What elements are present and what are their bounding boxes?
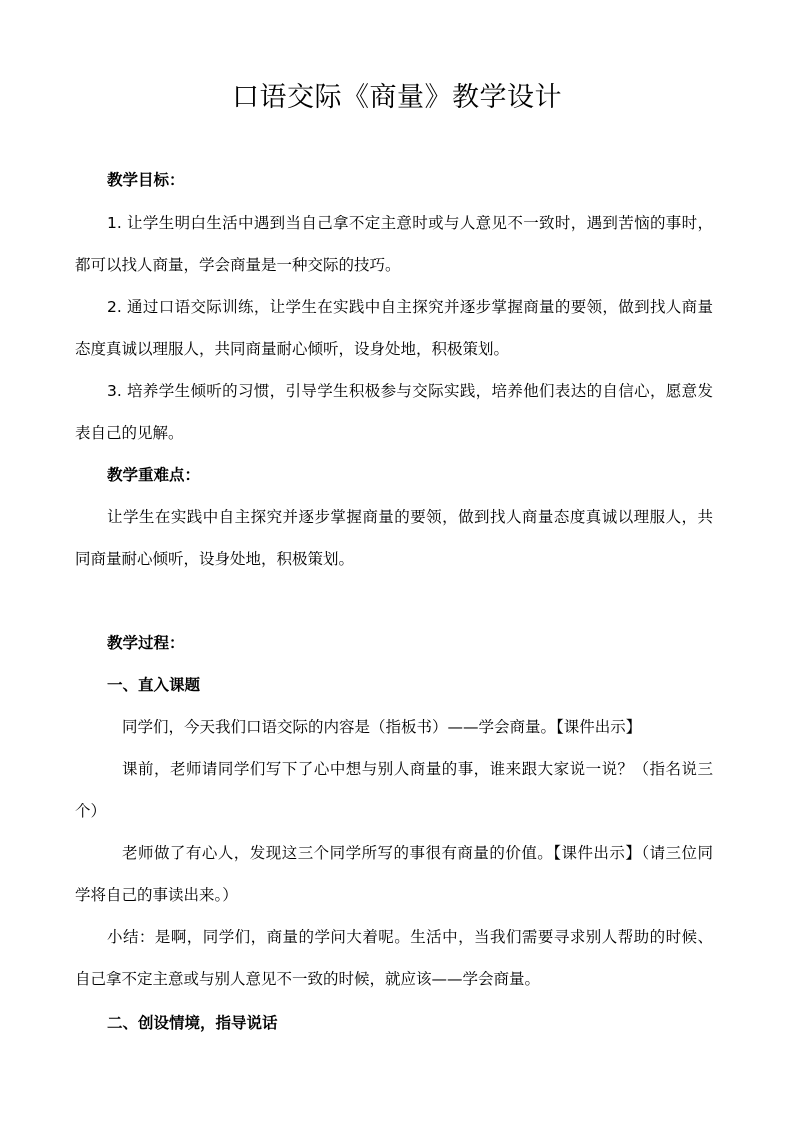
goal-2-line-1: 2. 通过口语交际训练，让学生在实践中自主探究并逐步掌握商量的要领，做到找人商量 [107,298,713,316]
section-1-para-1: 同学们，今天我们口语交际的内容是（指板书）——学会商量。【课件出示】 [122,718,642,736]
section-1-para-2-line-1: 课前，老师请同学们写下了心中想与别人商量的事，谁来跟大家说一说？（指名说三 [122,760,713,778]
goal-3-line-2: 表自己的见解。 [75,424,184,442]
goal-3-line-1: 3. 培养学生倾听的习惯，引导学生积极参与交际实践，培养他们表达的自信心，愿意发 [107,382,713,400]
section-1-para-2-line-2: 个） [75,802,107,820]
goal-2-line-2: 态度真诚以理服人，共同商量耐心倾听，设身处地，积极策划。 [75,340,510,358]
goal-1-line-1: 1. 让学生明白生活中遇到当自己拿不定主意时或与人意见不一致时，遇到苦恼的事时， [107,214,713,232]
section-1-para-4-line-1: 小结：是啊，同学们，商量的学问大着呢。生活中，当我们需要寻求别人帮助的时候、 [107,928,713,946]
section-1-para-4-line-2: 自己拿不定主意或与别人意见不一致的时候，就应该——学会商量。 [75,970,541,988]
key-points-line-1: 让学生在实践中自主探究并逐步掌握商量的要领，做到找人商量态度真诚以理服人，共 [107,508,713,526]
section-2-heading: 二、创设情境，指导说话 [107,1014,278,1032]
section-1-heading: 一、直入课题 [107,676,201,694]
goal-1-line-2: 都可以找人商量，学会商量是一种交际的技巧。 [75,256,401,274]
section-1-para-3-line-1: 老师做了有心人，发现这三个同学所写的事很有商量的价值。【课件出示】（请三位同 [122,844,713,862]
document-title: 口语交际《商量》教学设计 [232,82,562,113]
process-heading: 教学过程： [107,634,185,652]
section-1-para-3-line-2: 学将自己的事读出来。） [75,886,238,904]
key-points-line-2: 同商量耐心倾听，设身处地，积极策划。 [75,550,355,568]
key-points-heading: 教学重难点： [107,466,201,484]
goals-heading: 教学目标： [107,171,185,189]
